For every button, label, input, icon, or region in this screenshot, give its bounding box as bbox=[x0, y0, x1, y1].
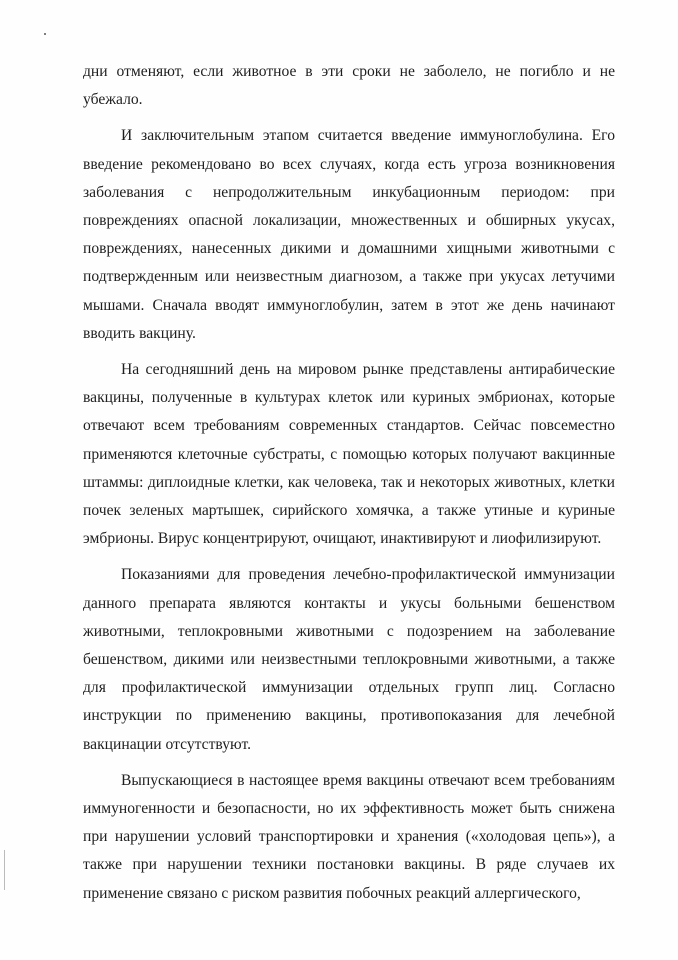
document-body bbox=[83, 58, 615, 916]
scan-edge-mark bbox=[4, 850, 5, 890]
paragraph-continuation: дни отменяют, если животное в эти сроки не заболело, не погибло и не убежало. bbox=[83, 63, 615, 109]
paragraph-effectiveness: Выпускающиеся в настоящее время вакцины отвечают всем требованиям иммуногенности и безопасности, но их эффективность может быть снижена при нарушении условий транспортировки и хранения («холодовая цепь»), а также при нарушении техники постановки вакцины. В ряде случаев их применение связано с риском развития побочных реакций аллергического, bbox=[83, 771, 615, 902]
paragraph-indications: Показаниями для проведения лечебно-профилактической иммунизации данного препарата являются контакты и укусы больными бешенством животными, теплокровными животными с подозрением на заболевание бешенством, дикими или неизвестными теплокровными животными, а также для профилактической иммунизации отдельных групп лиц. Согласно инструкции по применению вакцины, противопоказания для лечебной вакцинации отсутствуют. bbox=[83, 566, 615, 753]
paragraph-immunoglobulin: И заключительным этапом считается введение иммуноглобулина. Его введение рекомендовано во всех случаях, когда есть угроза возникновения заболевания с непродолжительным инкубационным периодом: при повреждениях опасной локализации, множественных и обширных укусах, повреждениях, нанесенных дикими и домашними хищными животными с подтвержденным или неизвестным диагнозом, а также при укусах летучими мышами. Сначала вводят иммуноглобулин, затем в этот же день начинают вводить вакцину. bbox=[83, 127, 615, 342]
scan-speck bbox=[44, 33, 46, 35]
paragraph-vaccines-market: На сегодняшний день на мировом рынке представлены антирабические вакцины, полученные в культурах клеток или куриных эмбрионах, которые отвечают всем требованиям современных стандартов. Сейчас повсеместно применяются клеточные субстраты, с помощью которых получают вакцинные штаммы: диплоидные клетки, как человека, так и некоторых животных, клетки почек зеленых мартышек, сирийского хомячка, а также утиные и куриные эмбрионы. Вирус концентрируют, очищают, инактивируют и лиофилизируют. bbox=[83, 361, 615, 548]
